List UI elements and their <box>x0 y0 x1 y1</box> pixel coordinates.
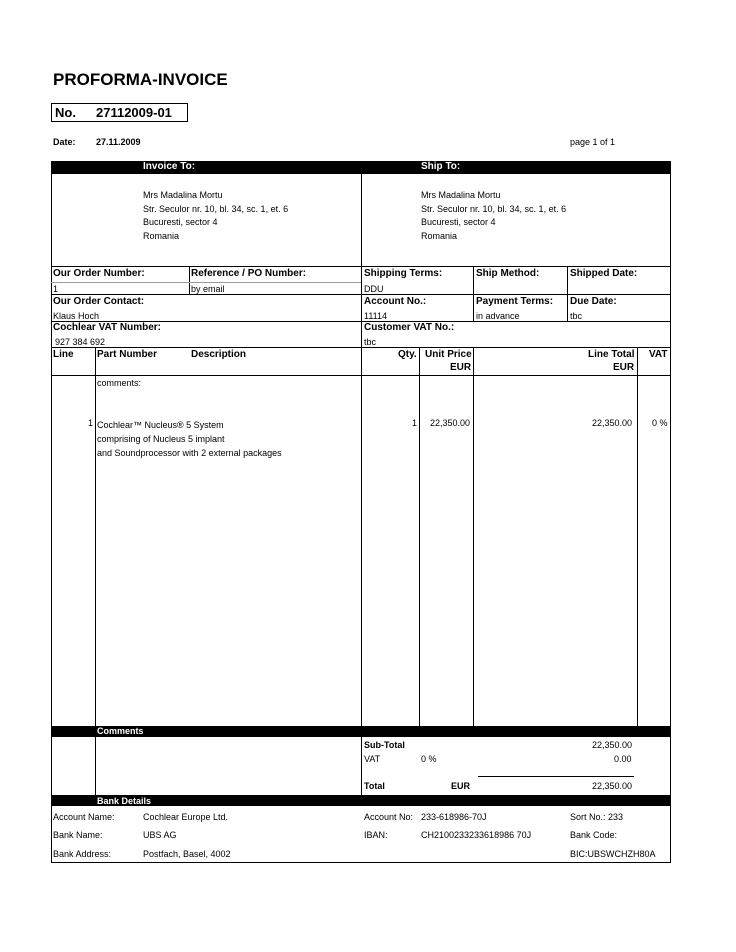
bank-name-label: Bank Name: <box>53 830 103 840</box>
total-value: 22,350.00 <box>592 781 633 791</box>
invoice-number-box <box>51 103 188 122</box>
comments-bar-label: Comments <box>97 726 144 736</box>
due-date: tbc <box>570 311 583 321</box>
invoice-to-address <box>143 189 288 243</box>
shipping-terms: DDU <box>364 284 384 294</box>
shipping-terms-label: Shipping Terms: <box>364 268 443 279</box>
our-order-contact: Klaus Hoch <box>53 311 100 321</box>
item-desc-line: and Soundprocessor with 2 external packages <box>97 448 282 458</box>
col-unit-price: Unit Price <box>425 349 472 360</box>
date-label: Date: <box>53 137 76 147</box>
customer-vat-label: Customer VAT No.: <box>364 322 455 333</box>
ship-to-line: Bucuresti, sector 4 <box>421 217 496 227</box>
grid-line <box>189 266 190 294</box>
invoice-to-line: Romania <box>143 230 180 241</box>
subtotal-label: Sub-Total <box>364 740 405 750</box>
page-indicator: page 1 of 1 <box>570 137 616 147</box>
item-line-number: 1 <box>88 418 94 428</box>
grid-line <box>473 266 474 321</box>
item-description <box>97 418 282 460</box>
col-vat: VAT <box>649 349 668 360</box>
vat-label: VAT <box>364 754 381 764</box>
vat-rate: 0 % <box>421 754 437 764</box>
total-rule <box>478 776 634 777</box>
col-line <box>361 347 362 726</box>
col-unit-price-currency: EUR <box>450 362 472 373</box>
item-qty: 1 <box>412 418 418 428</box>
total-currency: EUR <box>451 781 471 791</box>
col-line <box>637 347 638 726</box>
col-line <box>95 737 96 795</box>
col-line <box>473 347 474 726</box>
comments-bar <box>51 726 671 737</box>
ship-to-address <box>421 189 566 243</box>
address-divider <box>361 174 362 266</box>
bank-address-label: Bank Address: <box>53 849 112 859</box>
date-value: 27.11.2009 <box>96 137 141 147</box>
ship-method-label: Ship Method: <box>476 268 540 279</box>
shipped-date-label: Shipped Date: <box>570 268 638 279</box>
cochlear-vat: 927 384 692 <box>55 337 106 347</box>
payment-terms-label: Payment Terms: <box>476 296 554 307</box>
bank-account-no-label: Account No: <box>364 812 414 822</box>
our-order-number-label: Our Order Number: <box>53 268 145 279</box>
col-line-total-currency: EUR <box>613 362 635 373</box>
customer-vat: tbc <box>364 337 377 347</box>
sort-no: Sort No.: 233 <box>570 812 624 822</box>
due-date-label: Due Date: <box>570 296 617 307</box>
invoice-number-label: No. <box>55 105 76 120</box>
col-part-number: Part Number <box>97 349 158 360</box>
item-desc-line: comprising of Nucleus 5 implant <box>97 434 225 444</box>
subtotal-value: 22,350.00 <box>592 740 633 750</box>
bic: BIC:UBSWCHZH80A <box>570 849 656 859</box>
vat-amount: 0.00 <box>614 754 632 764</box>
comments-label: comments: <box>97 378 142 388</box>
bank-code-label: Bank Code: <box>570 830 618 840</box>
invoice-to-line: Bucuresti, sector 4 <box>143 217 218 227</box>
col-line-header: Line <box>53 349 74 360</box>
invoice-to-line: Mrs Madalina Mortu <box>143 190 223 200</box>
bank-address: Postfach, Basel, 4002 <box>143 849 231 859</box>
col-line-total: Line Total <box>588 349 635 360</box>
col-qty: Qty. <box>398 349 417 360</box>
col-description: Description <box>191 349 247 360</box>
invoice-to-line: Str. Seculor nr. 10, bl. 34, sc. 1, et. 6 <box>143 203 289 214</box>
ship-to-line: Str. Seculor nr. 10, bl. 34, sc. 1, et. 6 <box>421 203 567 214</box>
frame-bottom <box>51 862 671 863</box>
account-name-label: Account Name: <box>53 812 115 822</box>
grid-line <box>567 266 568 321</box>
payment-terms: in advance <box>476 311 520 321</box>
col-line <box>361 737 362 795</box>
ship-to-line: Romania <box>421 230 458 241</box>
invoice-to-header: Invoice To: <box>143 161 196 172</box>
item-unit-price: 22,350.00 <box>430 418 471 428</box>
iban-label: IBAN: <box>364 830 388 840</box>
cochlear-vat-label: Cochlear VAT Number: <box>53 322 161 333</box>
item-desc-line: Cochlear™ Nucleus® 5 System <box>97 420 224 430</box>
item-line-total: 22,350.00 <box>592 418 633 428</box>
reference-value: by email <box>191 284 225 294</box>
our-order-contact-label: Our Order Contact: <box>53 296 145 307</box>
bank-details-header: Bank Details <box>97 796 152 806</box>
ship-to-header: Ship To: <box>421 161 461 172</box>
grid-line <box>51 282 361 283</box>
total-label: Total <box>364 781 385 791</box>
col-line <box>419 347 420 726</box>
col-line <box>95 347 96 726</box>
account-no: 11114 <box>364 311 388 321</box>
grid-line <box>361 266 362 347</box>
iban: CH2100233233618986 70J <box>421 830 532 840</box>
reference-label: Reference / PO Number: <box>191 268 307 279</box>
page-title: PROFORMA-INVOICE <box>53 70 228 89</box>
account-name: Cochlear Europe Ltd. <box>143 812 229 822</box>
bank-account-no: 233-618986-70J <box>421 812 487 822</box>
bank-name: UBS AG <box>143 830 177 840</box>
invoice-number: 27112009-01 <box>96 105 172 120</box>
account-no-label: Account No.: <box>364 296 427 307</box>
ship-to-line: Mrs Madalina Mortu <box>421 190 501 200</box>
item-vat: 0 % <box>652 418 668 428</box>
our-order-number: 1 <box>53 284 59 294</box>
